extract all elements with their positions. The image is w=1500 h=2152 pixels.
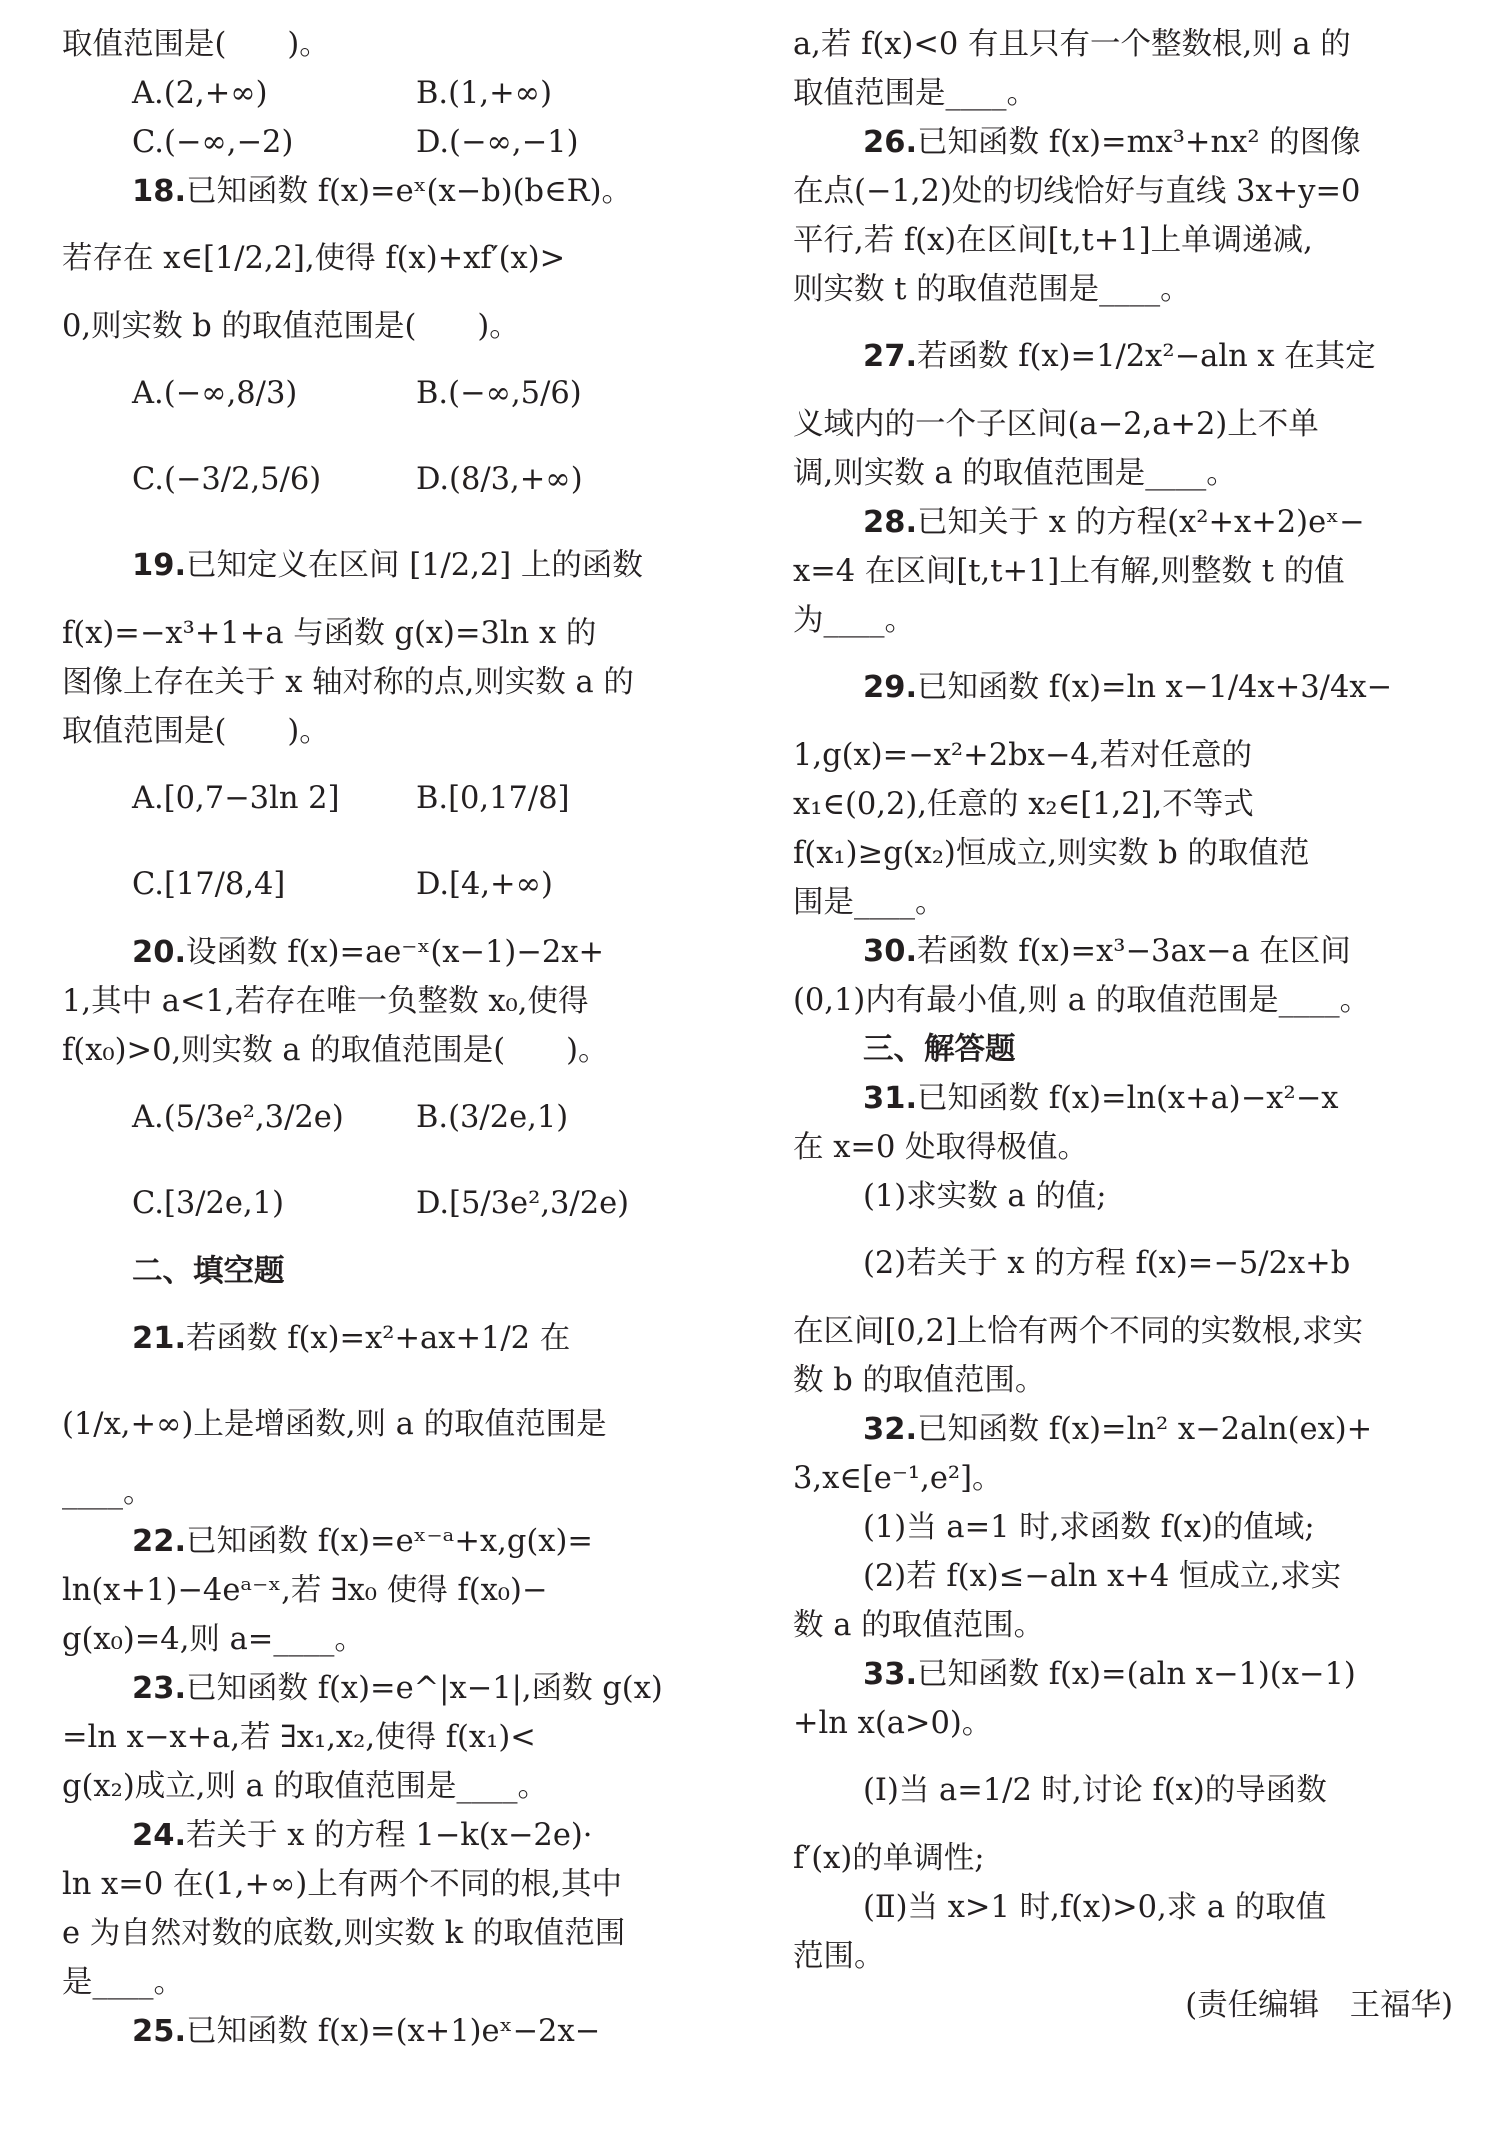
option-b: B.[0,17/8] — [416, 781, 570, 816]
question-line — [62, 1517, 730, 1566]
question-number: 27. — [863, 339, 918, 374]
option-row — [62, 437, 730, 523]
text-line: 1,其中 a<1,若存在唯一负整数 x₀,使得 — [62, 984, 589, 1019]
question-number: 21. — [132, 1321, 187, 1356]
option-b: B.(3/2e,1) — [416, 1100, 569, 1135]
text-line: ____。 — [62, 1475, 154, 1510]
sub-question-line: (2)若 f(x)≤−aln x+4 恒成立,求实 — [863, 1559, 1342, 1594]
question-text: 已知函数 f(x)=ln(x+a)−x²−x — [917, 1081, 1339, 1116]
text-line: 1,g(x)=−x²+2bx−4,若对任意的 — [793, 738, 1253, 773]
question-number: 31. — [863, 1081, 918, 1116]
left-column — [62, 20, 730, 2056]
question-number: 24. — [132, 1818, 187, 1853]
text-line: 义域内的一个子区间(a−2,a+2)上不单 — [793, 407, 1319, 442]
option-row — [62, 756, 730, 842]
question-line — [793, 498, 1463, 547]
text-line: 取值范围是( )。 — [62, 27, 330, 62]
option-row — [62, 1075, 730, 1161]
question-number: 33. — [863, 1657, 918, 1692]
question-number: 28. — [863, 505, 918, 540]
option-a: C.(−∞,−2) — [132, 125, 294, 160]
question-line — [62, 1664, 730, 1713]
question-text: 若关于 x 的方程 1−k(x−2e)· — [186, 1818, 593, 1853]
question-number: 18. — [132, 174, 187, 209]
question-number: 26. — [863, 125, 918, 160]
question-text: 已知函数 f(x)=eˣ⁻ᵃ+x,g(x)= — [186, 1524, 593, 1559]
question-text: 已知定义在区间 [1/2,2] 上的函数 — [186, 548, 643, 583]
option-a: A.(5/3e²,3/2e) — [132, 1100, 344, 1135]
text-line: ln x=0 在(1,+∞)上有两个不同的根,其中 — [62, 1867, 623, 1902]
text-line: =ln x−x+a,若 ∃x₁,x₂,使得 f(x₁)< — [62, 1720, 536, 1755]
text-line: ln(x+1)−4eᵃ⁻ˣ,若 ∃x₀ 使得 f(x₀)− — [62, 1573, 548, 1608]
question-text: 已知函数 f(x)=e^|x−1|,函数 g(x) — [186, 1671, 663, 1706]
question-text: 设函数 f(x)=ae⁻ˣ(x−1)−2x+ — [186, 935, 605, 970]
text-line: 范围。 — [793, 1939, 885, 1974]
question-line — [793, 1405, 1463, 1454]
option-b: B.(−∞,5/6) — [416, 376, 582, 411]
question-line — [62, 1811, 730, 1860]
question-text: 已知函数 f(x)=mx³+nx² 的图像 — [917, 125, 1361, 160]
question-text: 已知函数 f(x)=ln x−1/4x+3/4x− — [917, 670, 1393, 705]
text-line: g(x₀)=4,则 a=____。 — [62, 1622, 365, 1657]
text-line: 平行,若 f(x)在区间[t,t+1]上单调递减, — [793, 223, 1313, 258]
text-line: 在 x=0 处取得极值。 — [793, 1130, 1089, 1165]
option-b: B.(1,+∞) — [416, 76, 552, 111]
text-line: f′(x)的单调性; — [793, 1841, 985, 1876]
right-column — [793, 20, 1463, 2030]
question-number: 32. — [863, 1412, 918, 1447]
question-text: 若函数 f(x)=1/2x²−aln x 在其定 — [917, 339, 1376, 374]
option-b: D.(8/3,+∞) — [416, 462, 583, 497]
option-row — [62, 1161, 730, 1247]
text-line: (1/x,+∞)上是增函数,则 a 的取值范围是 — [62, 1407, 607, 1442]
question-line — [793, 1074, 1463, 1123]
editor-credit: (责任编辑 王福华) — [1185, 1988, 1453, 2023]
text-line: g(x₂)成立,则 a 的取值范围是____。 — [62, 1769, 549, 1804]
option-b: D.(−∞,−1) — [416, 125, 579, 160]
question-text: 已知函数 f(x)=(x+1)eˣ−2x− — [186, 2014, 601, 2049]
text-line: +ln x(a>0)。 — [793, 1706, 993, 1741]
section-heading: 三、解答题 — [863, 1032, 1016, 1067]
question-number: 20. — [132, 935, 187, 970]
question-line — [793, 1650, 1463, 1699]
question-number: 23. — [132, 1671, 187, 1706]
text-line: x₁∈(0,2),任意的 x₂∈[1,2],不等式 — [793, 787, 1254, 822]
option-b: D.[5/3e²,3/2e) — [416, 1186, 630, 1221]
question-text: 已知函数 f(x)=(aln x−1)(x−1) — [917, 1657, 1356, 1692]
sub-question-line: (Ⅰ)当 a=1/2 时,讨论 f(x)的导函数 — [863, 1773, 1327, 1808]
text-line: f(x₀)>0,则实数 a 的取值范围是( )。 — [62, 1033, 609, 1068]
text-line: 若存在 x∈[1/2,2],使得 f(x)+xf′(x)> — [62, 241, 566, 276]
text-line: 在点(−1,2)处的切线恰好与直线 3x+y=0 — [793, 174, 1361, 209]
question-text: 若函数 f(x)=x³−3ax−a 在区间 — [917, 934, 1351, 969]
text-line: f(x₁)≥g(x₂)恒成立,则实数 b 的取值范 — [793, 836, 1310, 871]
text-line: 在区间[0,2]上恰有两个不同的实数根,求实 — [793, 1314, 1363, 1349]
text-line: 围是____。 — [793, 885, 946, 920]
question-number: 30. — [863, 934, 918, 969]
question-text: 若函数 f(x)=x²+ax+1/2 在 — [186, 1321, 571, 1356]
question-line — [62, 523, 730, 609]
question-text: 已知关于 x 的方程(x²+x+2)eˣ− — [917, 505, 1365, 540]
question-line — [62, 928, 730, 977]
question-number: 19. — [132, 548, 187, 583]
sub-question-line: (1)求实数 a 的值; — [863, 1179, 1107, 1214]
question-number: 25. — [132, 2014, 187, 2049]
text-line: a,若 f(x)<0 有且只有一个整数根,则 a 的 — [793, 27, 1351, 62]
text-line: 取值范围是____。 — [793, 76, 1037, 111]
text-line: 取值范围是( )。 — [62, 714, 330, 749]
option-b: D.[4,+∞) — [416, 867, 553, 902]
option-a: A.[0,7−3ln 2] — [132, 781, 340, 816]
option-row — [62, 842, 730, 928]
sub-question-line: (Ⅱ)当 x>1 时,f(x)>0,求 a 的取值 — [863, 1890, 1327, 1925]
question-number: 29. — [863, 670, 918, 705]
option-row — [62, 69, 730, 118]
question-line — [793, 314, 1463, 400]
text-line: e 为自然对数的底数,则实数 k 的取值范围 — [62, 1916, 626, 1951]
text-line: 调,则实数 a 的取值范围是____。 — [793, 456, 1237, 491]
sub-question-line: (2)若关于 x 的方程 f(x)=−5/2x+b — [863, 1246, 1351, 1281]
sub-question-line: (1)当 a=1 时,求函数 f(x)的值域; — [863, 1510, 1315, 1545]
question-text: 已知函数 f(x)=eˣ(x−b)(b∈R)。 — [186, 174, 632, 209]
question-text: 已知函数 f(x)=ln² x−2aln(ex)+ — [917, 1412, 1373, 1447]
option-a: C.(−3/2,5/6) — [132, 462, 322, 497]
question-number: 22. — [132, 1524, 187, 1559]
option-a: C.[3/2e,1) — [132, 1186, 284, 1221]
text-line: 0,则实数 b 的取值范围是( )。 — [62, 309, 520, 344]
option-a: A.(−∞,8/3) — [132, 376, 298, 411]
text-line: 3,x∈[e⁻¹,e²]。 — [793, 1461, 1003, 1496]
question-line — [62, 2007, 730, 2056]
question-line — [793, 645, 1463, 731]
option-a: A.(2,+∞) — [132, 76, 268, 111]
text-line: 是____。 — [62, 1965, 184, 2000]
option-a: C.[17/8,4] — [132, 867, 286, 902]
question-line — [793, 927, 1463, 976]
section-heading: 二、填空题 — [132, 1254, 285, 1289]
question-line — [793, 118, 1463, 167]
text-line: 则实数 t 的取值范围是____。 — [793, 272, 1191, 307]
option-row — [62, 351, 730, 437]
option-row — [62, 118, 730, 167]
text-line: 图像上存在关于 x 轴对称的点,则实数 a 的 — [62, 665, 634, 700]
text-line: f(x)=−x³+1+a 与函数 g(x)=3ln x 的 — [62, 616, 597, 651]
text-line: 数 a 的取值范围。 — [793, 1608, 1045, 1643]
text-line: 为____。 — [793, 603, 915, 638]
question-line — [62, 167, 730, 216]
question-line — [62, 1296, 730, 1382]
text-line: x=4 在区间[t,t+1]上有解,则整数 t 的值 — [793, 554, 1345, 589]
text-line: (0,1)内有最小值,则 a 的取值范围是____。 — [793, 983, 1371, 1018]
text-line: 数 b 的取值范围。 — [793, 1363, 1046, 1398]
